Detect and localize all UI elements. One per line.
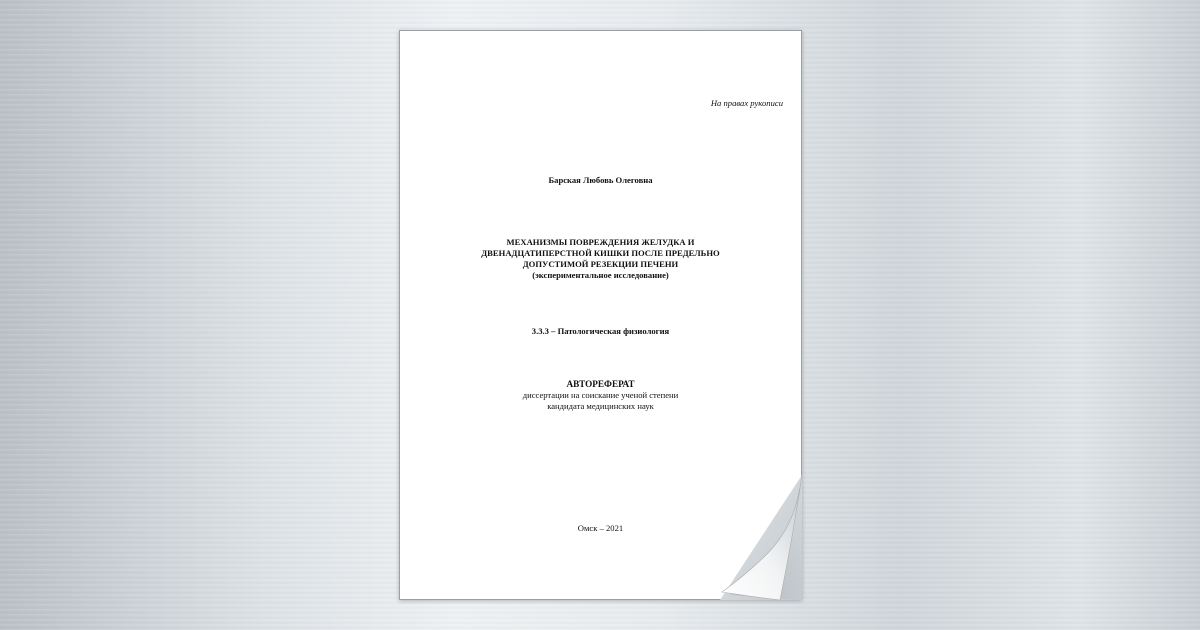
document-kind: АВТОРЕФЕРАТ [566, 379, 635, 389]
author-name: Барская Любовь Олеговна [548, 175, 653, 185]
degree-description [400, 390, 801, 412]
dissertation-title [400, 237, 801, 281]
rights-note: На правах рукописи [710, 98, 783, 108]
degree-line: диссертации на соискание ученой степени [522, 390, 679, 400]
title-line: МЕХАНИЗМЫ ПОВРЕЖДЕНИЯ ЖЕЛУДКА И [506, 237, 695, 247]
document-page [399, 30, 802, 600]
title-line: ДОПУСТИМОЙ РЕЗЕКЦИИ ПЕЧЕНИ [522, 259, 679, 269]
title-subtitle: (экспериментальное исследование) [532, 270, 669, 280]
title-line: ДВЕНАДЦАТИПЕРСТНОЙ КИШКИ ПОСЛЕ ПРЕДЕЛЬНО [481, 248, 720, 258]
specialty-code: 3.3.3 – Патологическая физиология [531, 326, 670, 336]
place-year: Омск – 2021 [577, 523, 624, 533]
degree-line: кандидата медицинских наук [547, 401, 654, 411]
page-curl [720, 475, 802, 600]
